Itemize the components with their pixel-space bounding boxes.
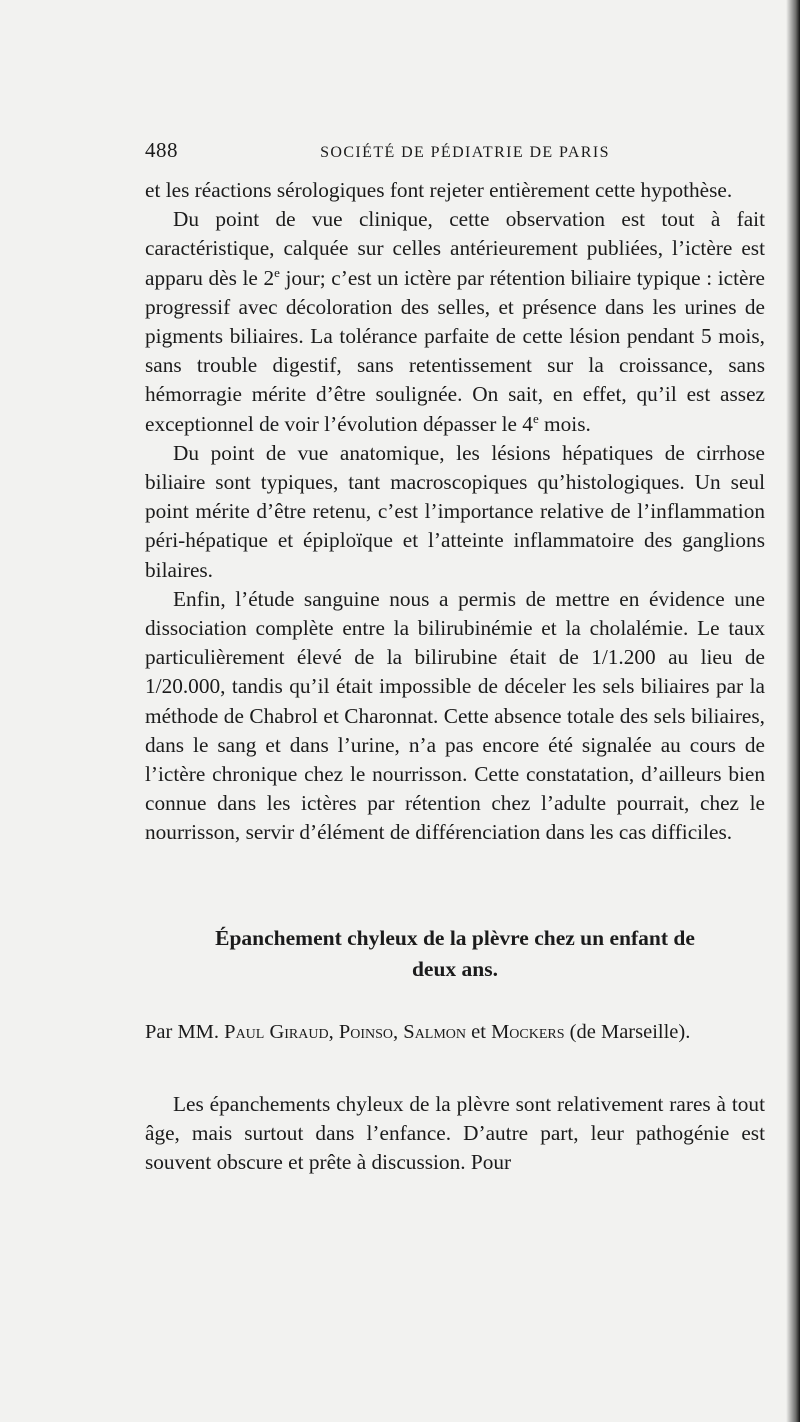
text-run: mois. xyxy=(538,411,591,436)
article-authors xyxy=(145,1017,765,1047)
separator: , xyxy=(393,1020,404,1043)
page-number: 488 xyxy=(145,138,178,162)
superscript: e xyxy=(274,264,280,280)
text-run: Du point de vue clinique, cette observation est tout à fait caractéristique, calquée sur celles antérieurement publiées, l’ictère est apparu dès le 2 xyxy=(145,207,765,290)
superscript: e xyxy=(532,410,539,426)
paragraph: Les épanchements chyleux de la plèvre sont relativement rares à tout âge, mais surtout dans l’enfance. D’autre part, leur pathogénie est souvent obscure et prête à discussion. Pour xyxy=(145,1091,765,1175)
article-title xyxy=(145,923,765,985)
authors-prefix: Par MM. xyxy=(145,1020,225,1043)
book-page xyxy=(145,138,765,1177)
paragraph-anatomy: Du point de vue anatomique, les lésions hépatiques de cirrhose biliaire sont typiques, tant macroscopiques qu’histologiques. Un seul point mérite d’être retenu, c’est l’importance relative de l’inflammation péri-hépatique et épiploïque et l’atteinte inflammatoire des ganglions bilaires. xyxy=(145,440,765,582)
separator: et xyxy=(466,1020,492,1043)
author-name: Salmon xyxy=(403,1020,467,1043)
running-head xyxy=(145,138,765,164)
separator: , xyxy=(328,1020,339,1043)
page-edge-shadow xyxy=(786,0,800,1422)
paragraph: et les réactions sérologiques font rejeter entièrement cette hypothèse. xyxy=(145,178,733,202)
article-title-line: deux ans. xyxy=(411,956,499,981)
body-text xyxy=(145,176,765,848)
running-title: SOCIÉTÉ DE PÉDIATRIE DE PARIS xyxy=(320,144,610,161)
article-intro xyxy=(145,1090,765,1178)
paragraph-blood: Enfin, l’étude sanguine nous a permis de mettre en évidence une dissociation complète entre la bilirubinémie et la cholalémie. Le taux particulièrement élevé de la bilirubine était de 1/1.200 au lieu de 1/20.000, tandis qu’il était impossible de déceler les sels biliaires par la méthode de Chabrol et Charonnat. Cette absence totale des sels biliaires, dans le sang et dans l’urine, n’a pas encore été signalée au cours de l’ictère chronique chez le nourrisson. Cette constatation, d’ailleurs bien connue dans les ictères par rétention chez l’adulte pourrait, chez le nourrisson, servir d’élément de différenciation dans les cas difficiles. xyxy=(145,586,765,845)
author-name: Paul Giraud xyxy=(224,1020,329,1043)
text-run: jour; c’est un ictère par rétention biliaire typique : ictère progressif avec décoloration des selles, et présence dans les urines de pigments biliaires. La tolérance parfaite de cette lésion pendant 5 mois, sans trouble digestif, sans retentissement sur la croissance, sans hémorragie mérite d’être soulignée. On sait, en effet, qu’il est assez exceptionnel de voir l’évolution dépasser le 4 xyxy=(145,265,766,436)
author-name: Poinso xyxy=(338,1020,394,1043)
author-name: Mockers xyxy=(491,1020,565,1043)
authors-suffix: (de Marseille). xyxy=(564,1020,691,1043)
article-title-line: Épanchement chyleux de la plèvre chez un enfant de xyxy=(215,925,695,950)
paragraph-clinical xyxy=(145,205,765,439)
